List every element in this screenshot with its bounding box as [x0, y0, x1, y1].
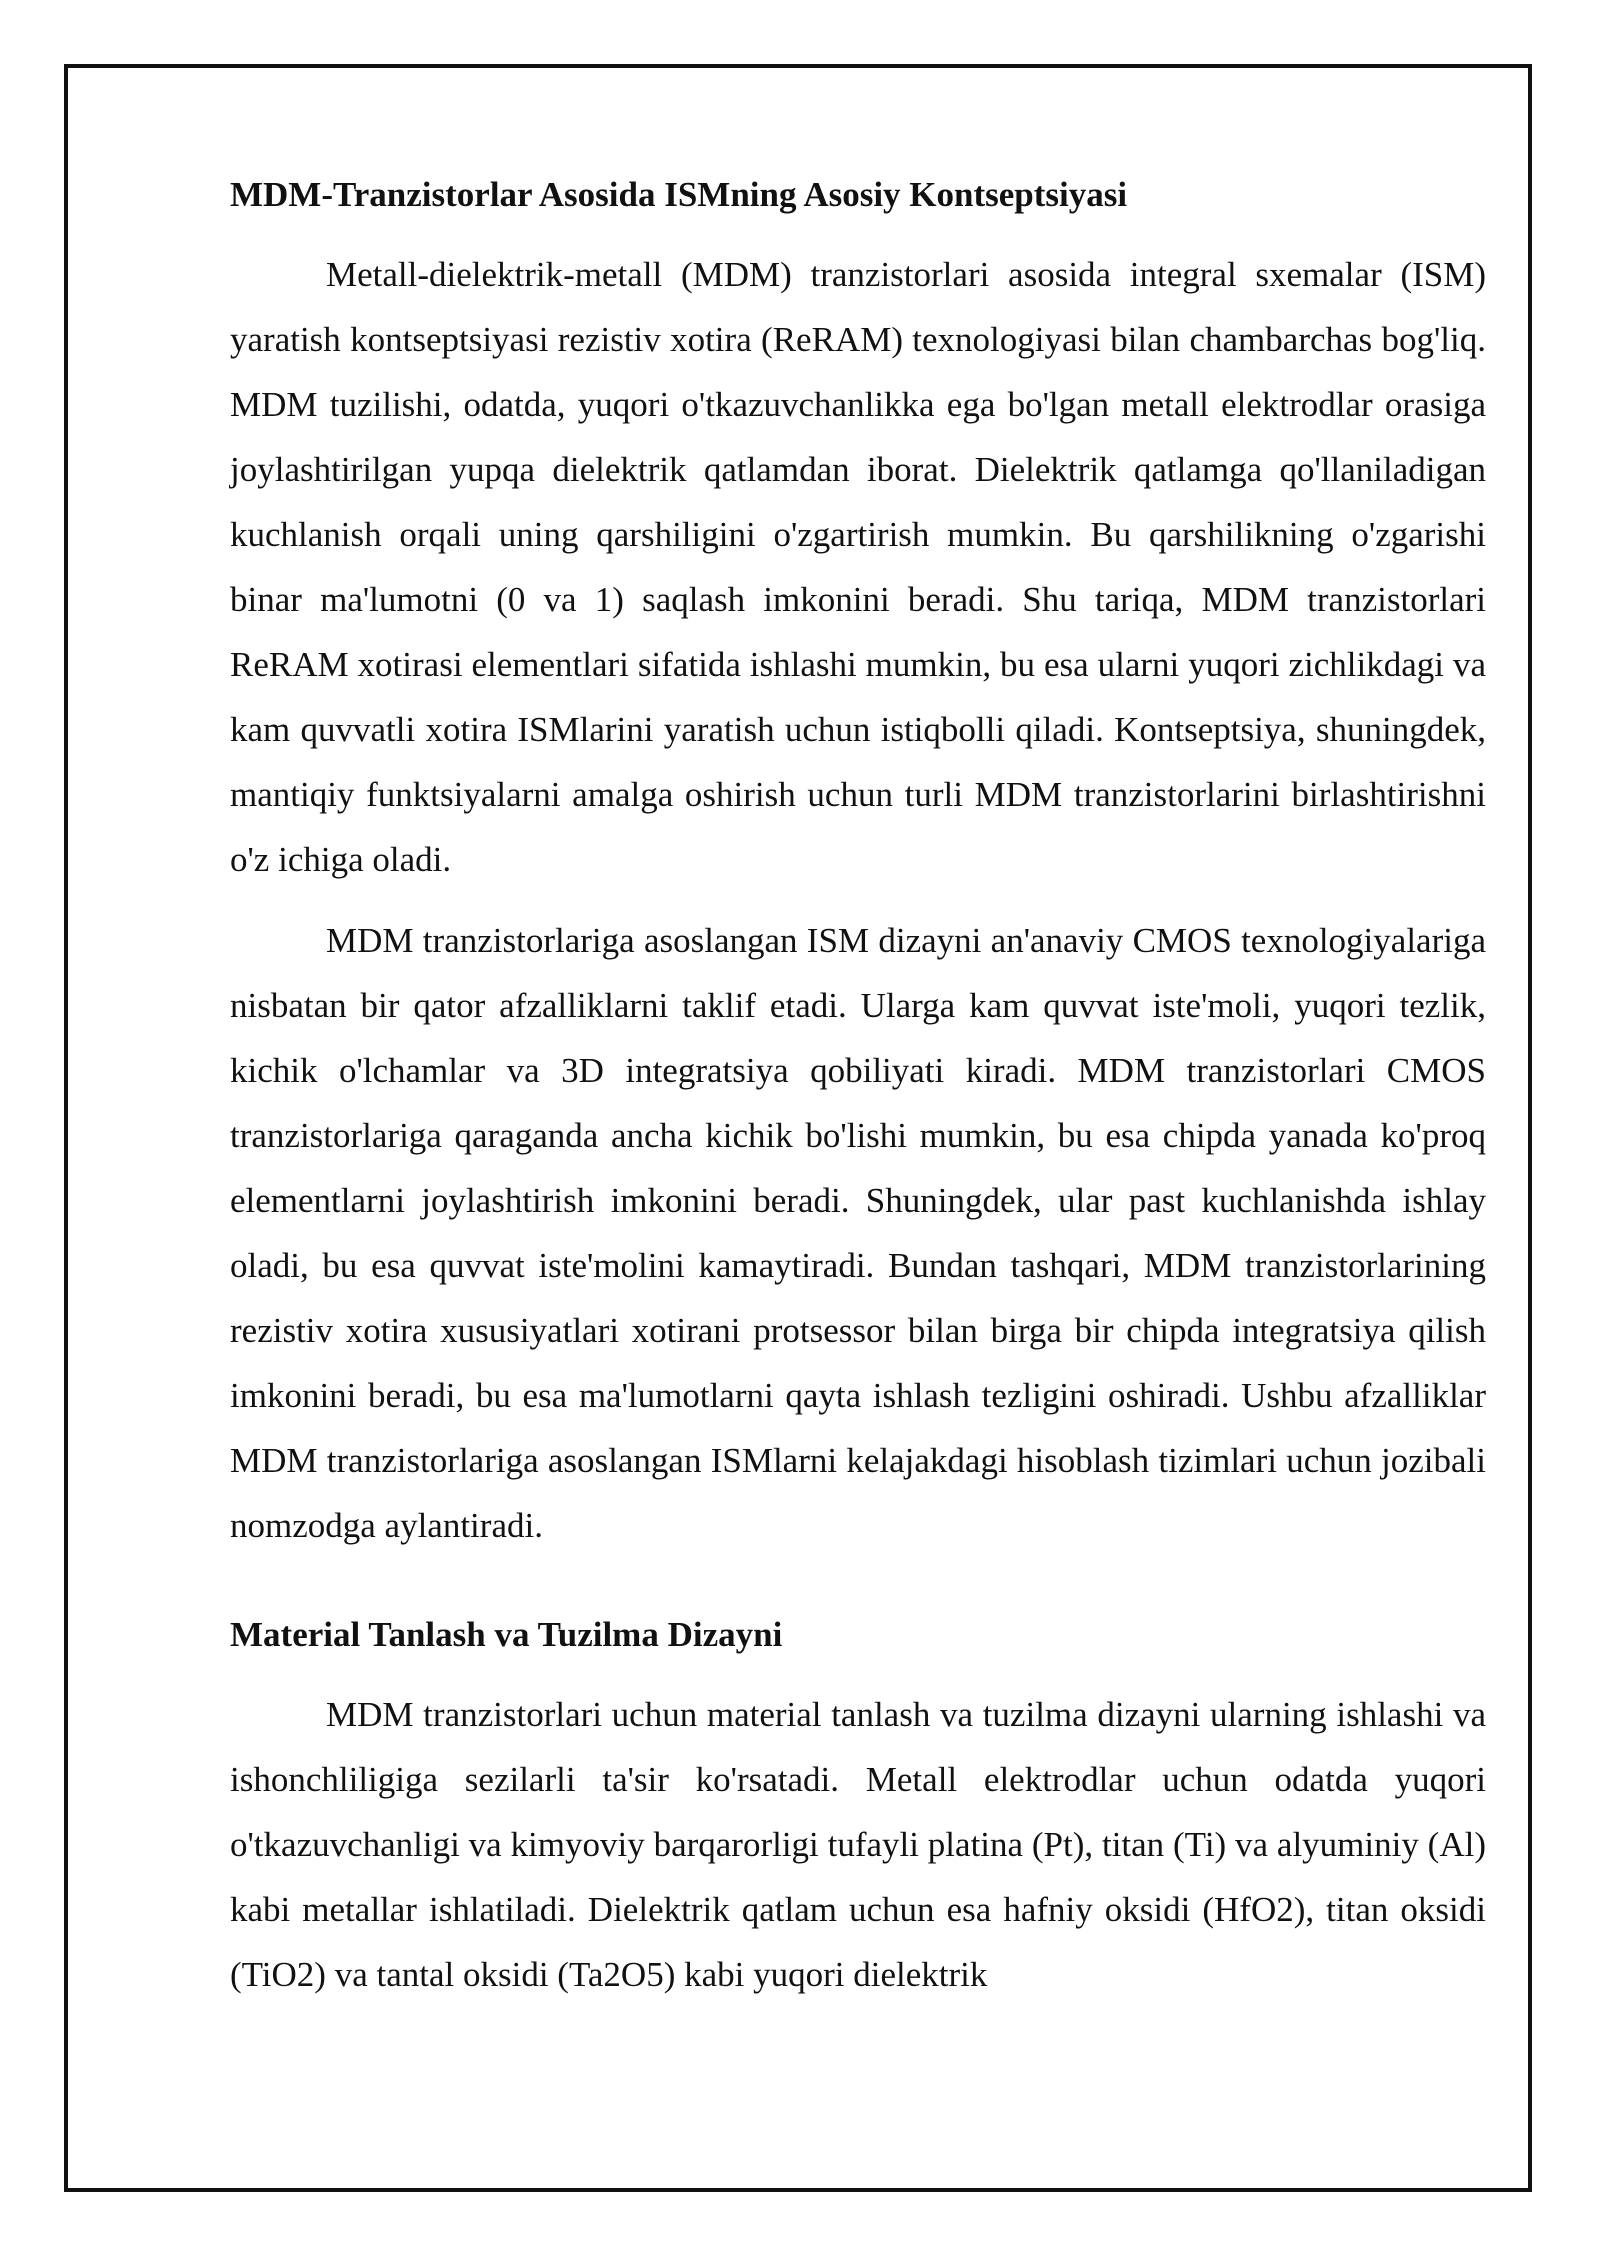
- paragraph-materials-1: MDM tranzistorlari uchun material tanlash va tuzilma dizayni ularning ishlashi va ishonchliligiga sezilarli ta'sir ko'rsatadi. Metall elektrodlar uchun odatda yuqori o'tkazuvchanligi va kimyoviy barqarorligi tufayli platina (Pt), titan (Ti) va alyuminiy (Al) kabi metallar ishlatiladi. Dielektrik qatlam uchun esa hafniy oksidi (HfO2), titan oksidi (TiO2) va tantal oksidi (Ta2O5) kabi yuqori dielektrik: [230, 1695, 1486, 1994]
- section-heading-materials: Material Tanlash va Tuzilma Dizayni: [230, 1615, 783, 1654]
- paragraph-concept-1: Metall-dielektrik-metall (MDM) tranzistorlari asosida integral sxemalar (ISM) yaratish kontseptsiyasi rezistiv xotira (ReRAM) texnologiyasi bilan chambarchas bog'liq. MDM tuzilishi, odatda, yuqori o'tkazuvchanlikka ega bo'lgan metall elektrodlar orasiga joylashtirilgan yupqa dielektrik qatlamdan iborat. Dielektrik qatlamga qo'llaniladigan kuchlanish orqali uning qarshiligini o'zgartirish mumkin. Bu qarshilikning o'zgarishi binar ma'lumotni (0 va 1) saqlash imkonini beradi. Shu tariqa, MDM tranzistorlari ReRAM xotirasi elementlari sifatida ishlashi mumkin, bu esa ularni yuqori zichlikdagi va kam quvvatli xotira ISMlarini yaratish uchun istiqbolli qiladi. Kontseptsiya, shuningdek, mantiqiy funktsiyalarni amalga oshirish uchun turli MDM tranzistorlarini birlashtirishni o'z ichiga oladi.: [230, 255, 1486, 879]
- paragraph-concept-2: MDM tranzistorlariga asoslangan ISM dizayni an'anaviy CMOS texnologiyalariga nisbatan bir qator afzalliklarni taklif etadi. Ularga kam quvvat iste'moli, yuqori tezlik, kichik o'lchamlar va 3D integratsiya qobiliyati kiradi. MDM tranzistorlari CMOS tranzistorlariga qaraganda ancha kichik bo'lishi mumkin, bu esa chipda yanada ko'proq elementlarni joylashtirish imkonini beradi. Shuningdek, ular past kuchlanishda ishlay oladi, bu esa quvvat iste'molini kamaytiradi. Bundan tashqari, MDM tranzistorlarining rezistiv xotira xususiyatlari xotirani protsessor bilan birga bir chipda integratsiya qilish imkonini beradi, bu esa ma'lumotlarni qayta ishlash tezligini oshiradi. Ushbu afzalliklar MDM tranzistorlariga asoslangan ISMlarni kelajakdagi hisoblash tizimlari uchun jozibali nomzodga aylantiradi.: [230, 921, 1486, 1545]
- document-body: [230, 170, 1486, 2007]
- section-heading-concept: MDM-Tranzistorlar Asosida ISMning Asosiy Kontseptsiyasi: [230, 175, 1128, 214]
